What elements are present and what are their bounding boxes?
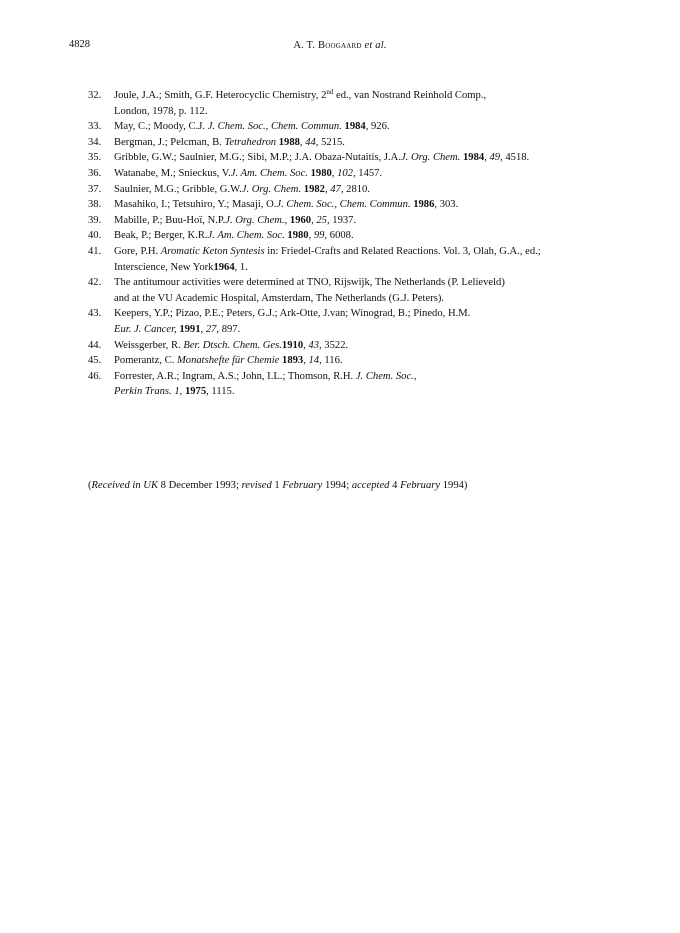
reference-number: 38. <box>88 199 102 211</box>
reference-text <box>114 338 648 354</box>
text-run: ( <box>88 480 92 491</box>
year: 1960 <box>289 214 312 226</box>
italic-text: accepted <box>351 480 390 491</box>
reference-text <box>114 306 648 337</box>
text-run: Joule, J.A.; Smith, G.F. Heterocyclic Chemistry, 2 <box>114 90 327 101</box>
year: 1986 <box>413 199 435 211</box>
year: 1964 <box>213 261 235 273</box>
text-run: , 897. <box>216 323 241 335</box>
reference-line <box>114 353 648 369</box>
text-run: Pomerantz, C. <box>114 355 177 367</box>
italic-text: 14 <box>308 355 320 367</box>
running-head-et-al: et al. <box>364 40 387 51</box>
page-number: 4828 <box>69 39 90 50</box>
italic-text: Perkin Trans. 1 <box>114 386 180 398</box>
reference-item <box>88 275 648 306</box>
text-run: in: Friedel-Crafts and Related Reactions. Vol. 3, Olah, G.A., ed.; <box>264 245 541 257</box>
italic-text: Received in UK <box>91 480 159 491</box>
reference-text <box>114 150 648 166</box>
text-run: , 6008. <box>324 230 354 242</box>
running-head <box>0 40 680 51</box>
text-run: , 1. <box>234 261 248 273</box>
reference-text <box>114 182 648 198</box>
reference-item <box>88 197 648 213</box>
italic-text: Aromatic Keton Syntesis <box>160 245 265 257</box>
text-run: The antitumour activities were determined at TNO, Rijswijk, The Netherlands (P. Lelieveld) <box>114 277 505 289</box>
reference-number: 42. <box>88 277 102 289</box>
year: 1982 <box>303 183 325 195</box>
text-run: , 4518. <box>500 152 530 164</box>
reference-text <box>114 88 648 119</box>
italic-text: J. Chem. Soc., Chem. Commun. <box>207 121 342 133</box>
italic-text: 27 <box>205 323 217 335</box>
text-run: , 116. <box>319 355 343 367</box>
italic-text: J. Am. Chem. Soc. <box>230 167 308 179</box>
reference-text <box>114 353 648 369</box>
text-run: , <box>484 152 490 164</box>
text-run: , 1457. <box>352 167 383 179</box>
reference-text <box>114 228 648 244</box>
italic-text: 43 <box>308 339 319 351</box>
superscript: nd <box>326 88 334 96</box>
year: 1893 <box>282 355 304 367</box>
text-run: ed., van Nostrand Reinhold Comp., <box>333 90 487 101</box>
text-run: 1 <box>271 480 283 491</box>
italic-text: February <box>400 480 441 491</box>
text-run: , <box>324 183 331 195</box>
reference-number: 36. <box>88 167 102 179</box>
reference-text <box>114 197 648 213</box>
italic-text: 99 <box>313 230 325 242</box>
year: 1984 <box>462 152 485 164</box>
reference-number: 37. <box>88 183 102 195</box>
text-run: , 303. <box>434 199 459 211</box>
italic-text: J. Org. Chem. <box>225 214 285 226</box>
reference-number: 34. <box>88 136 102 148</box>
italic-text: revised <box>241 480 272 491</box>
text-run: , <box>299 136 306 148</box>
reference-text <box>114 119 648 135</box>
reference-line <box>114 338 648 354</box>
reference-line <box>114 275 648 291</box>
text-run: Gore, P.H. <box>114 245 161 257</box>
text-run: Beak, P.; Berger, K.R. <box>114 230 208 242</box>
italic-text: J. Chem. Soc., Chem. Commun. <box>276 199 411 211</box>
year: 1980 <box>287 230 309 242</box>
italic-text: 49 <box>489 152 501 164</box>
reference-item <box>88 213 648 229</box>
text-run: , 926. <box>365 121 390 133</box>
italic-text: Tetrahedron <box>224 136 277 148</box>
italic-text: J. Am. Chem. Soc. <box>207 230 285 242</box>
reference-text <box>114 244 648 275</box>
reference-item <box>88 369 648 400</box>
reference-item <box>88 306 648 337</box>
italic-text: Ber. Dtsch. Chem. Ges. <box>183 339 282 351</box>
reference-list <box>88 88 648 400</box>
text-run: , 1115. <box>206 386 235 398</box>
text-run: , 1937. <box>326 214 357 226</box>
text-run: May, C.; Moody, C.J. <box>114 121 208 133</box>
italic-text: Eur. J. Cancer, <box>114 323 177 335</box>
text-run: , 5215. <box>315 136 345 148</box>
text-run: Bergman, J.; Pelcman, B. <box>114 136 225 148</box>
reference-line <box>114 88 648 104</box>
text-run: , <box>303 339 309 351</box>
reference-number: 43. <box>88 308 102 320</box>
italic-text: 47 <box>330 183 341 195</box>
year: 1910 <box>281 339 304 351</box>
reference-item <box>88 135 648 151</box>
italic-text: February <box>282 480 323 491</box>
reference-line <box>114 150 648 166</box>
text-run: Saulnier, M.G.; Gribble, G.W. <box>114 183 242 195</box>
reference-number: 46. <box>88 370 102 382</box>
year: 1984 <box>344 121 366 133</box>
running-head-authors: A. T. Boogaard <box>293 40 362 51</box>
italic-text: 44 <box>305 136 316 148</box>
italic-text: 102 <box>337 167 353 179</box>
text-run: Watanabe, M.; Snieckus, V. <box>114 167 231 179</box>
reference-line <box>114 384 648 400</box>
text-run: Masahiko, I.; Tetsuhiro, Y.; Masaji, O. <box>114 199 277 211</box>
reference-item <box>88 353 648 369</box>
reference-item <box>88 244 648 275</box>
text-run: Interscience, New York <box>114 261 214 273</box>
reference-line <box>114 291 648 307</box>
text-run: 8 December 1993; <box>158 480 242 491</box>
reference-text <box>114 135 648 151</box>
text-run: , <box>200 323 206 335</box>
reference-line <box>114 197 648 213</box>
reference-line <box>114 244 648 260</box>
text-run: Keepers, Y.P.; Pizao, P.E.; Peters, G.J.; Ark-Otte, J.van; Winograd, B.; Pinedo, H.M. <box>114 308 471 320</box>
reference-line <box>114 166 648 182</box>
text-run: , <box>308 230 314 242</box>
reference-item <box>88 150 648 166</box>
reference-text <box>114 275 648 306</box>
reference-line <box>114 228 648 244</box>
year: 1975 <box>184 386 207 398</box>
reference-number: 39. <box>88 214 102 226</box>
text-run: , <box>303 355 309 367</box>
text-run: 4 <box>389 480 401 491</box>
reference-text <box>114 213 648 229</box>
reference-line <box>114 119 648 135</box>
reference-line <box>114 306 648 322</box>
reference-line <box>114 104 648 120</box>
reference-number: 44. <box>88 339 102 351</box>
reference-item <box>88 88 648 119</box>
italic-text: J. Chem. Soc., <box>355 370 417 382</box>
text-run: 1994) <box>440 480 468 491</box>
reference-item <box>88 166 648 182</box>
year: 1991 <box>179 323 201 335</box>
text-run: , <box>179 386 185 398</box>
reference-line <box>114 135 648 151</box>
text-run: , <box>311 214 317 226</box>
reference-text <box>114 166 648 182</box>
reference-number: 45. <box>88 355 102 367</box>
reference-item <box>88 228 648 244</box>
text-run: Weissgerber, R. <box>114 339 184 351</box>
text-run: , <box>331 167 338 179</box>
reference-line <box>114 260 648 276</box>
reference-number: 35. <box>88 152 102 164</box>
reference-item <box>88 182 648 198</box>
reference-line <box>114 213 648 229</box>
year: 1980 <box>310 167 332 179</box>
italic-text: 25 <box>316 214 327 226</box>
reference-number: 41. <box>88 245 102 257</box>
text-run: and at the VU Academic Hospital, Amsterdam, The Netherlands (G.J. Peters). <box>114 292 444 304</box>
reference-number: 40. <box>88 230 102 242</box>
reference-line <box>114 322 648 338</box>
text-run: Mabille, P.; Buu-Hoï, N.P. <box>114 214 226 226</box>
text-run: , 2810. <box>340 183 370 195</box>
italic-text: J. Org. Chem. <box>241 183 302 195</box>
reference-item <box>88 119 648 135</box>
text-run: , <box>284 214 290 226</box>
italic-text: J. Org. Chem. <box>400 152 461 164</box>
text-run: , 3522. <box>319 339 349 351</box>
text-run: London, 1978, p. 112. <box>114 105 208 117</box>
reference-line <box>114 369 648 385</box>
year: 1988 <box>278 136 300 148</box>
reference-text <box>114 369 648 400</box>
received-footnote <box>88 480 467 491</box>
text-run: 1994; <box>322 480 352 491</box>
reference-number: 32. <box>88 90 102 101</box>
reference-number: 33. <box>88 121 102 133</box>
italic-text: Monatshefte für Chemie <box>176 355 280 367</box>
reference-item <box>88 338 648 354</box>
text-run: Gribble, G.W.; Saulnier, M.G.; Sibi, M.P.; J.A. Obaza-Nutaitis, J.A. <box>114 152 401 164</box>
text-run: Forrester, A.R.; Ingram, A.S.; John, I.L.; Thomson, R.H. <box>114 370 356 382</box>
reference-line <box>114 182 648 198</box>
